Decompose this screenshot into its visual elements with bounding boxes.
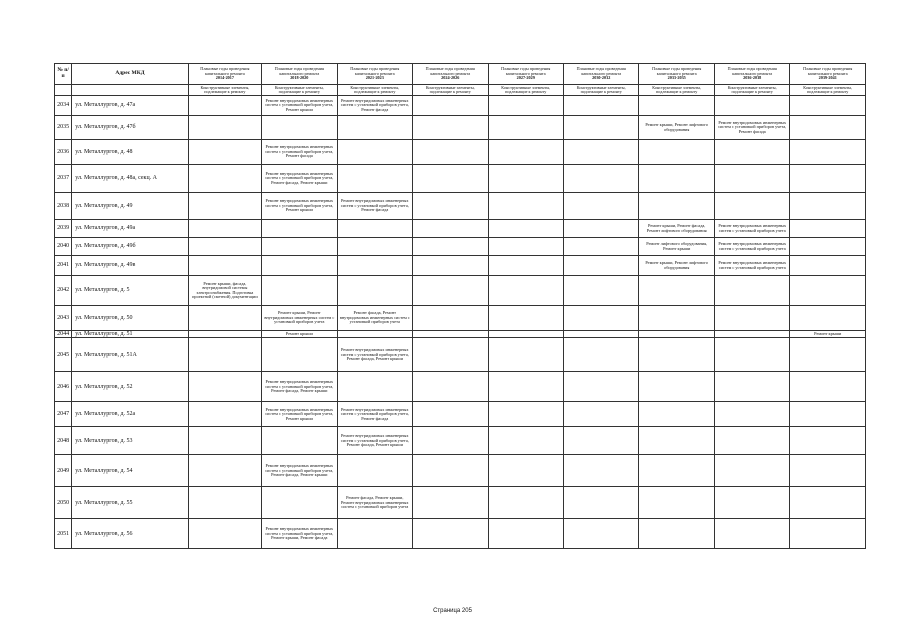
repair-cell bbox=[188, 96, 261, 116]
repair-cell bbox=[188, 306, 261, 331]
repair-cell bbox=[639, 140, 714, 165]
repair-cell bbox=[337, 519, 412, 549]
repair-cell bbox=[188, 487, 261, 519]
repair-cell: Ремонт внутридомовых инженерных систем с установкой приборов учета, Ремонт фасада, Ремонт крыши bbox=[337, 338, 412, 372]
row-address: ул. Металлургов, д. 49б bbox=[72, 238, 188, 256]
repair-cell bbox=[563, 256, 638, 276]
row-number: 2039 bbox=[55, 220, 72, 238]
row-address: ул. Металлургов, д. 52 bbox=[72, 372, 188, 402]
repair-cell bbox=[413, 165, 488, 193]
repair-cell bbox=[714, 165, 789, 193]
repair-cell bbox=[563, 402, 638, 427]
repair-cell bbox=[337, 238, 412, 256]
repair-cell bbox=[714, 96, 789, 116]
repair-cell bbox=[563, 338, 638, 372]
repair-cell bbox=[488, 427, 563, 455]
row-address: ул. Металлургов, д. 5 bbox=[72, 276, 188, 306]
table-row bbox=[55, 96, 866, 116]
repair-cell bbox=[188, 519, 261, 549]
repair-cell bbox=[413, 427, 488, 455]
repair-cell bbox=[488, 96, 563, 116]
table-row bbox=[55, 331, 866, 338]
table-body bbox=[55, 96, 866, 549]
repair-cell bbox=[488, 276, 563, 306]
table-row bbox=[55, 256, 866, 276]
repair-cell bbox=[188, 220, 261, 238]
row-number: 2045 bbox=[55, 338, 72, 372]
repair-cell bbox=[563, 116, 638, 140]
repair-cell bbox=[488, 519, 563, 549]
repair-cell bbox=[262, 238, 337, 256]
repair-cell: Ремонт внутридомовых инженерных систем с установкой приборов учета bbox=[714, 220, 789, 238]
repair-cell bbox=[488, 402, 563, 427]
row-number: 2034 bbox=[55, 96, 72, 116]
row-number: 2042 bbox=[55, 276, 72, 306]
repair-cell bbox=[413, 96, 488, 116]
document-sheet bbox=[54, 63, 866, 549]
repair-cell bbox=[639, 519, 714, 549]
repair-cell bbox=[188, 193, 261, 220]
period-header: Плановые годы проведения капитального ремонта 2039-2041 bbox=[790, 64, 866, 85]
row-number: 2046 bbox=[55, 372, 72, 402]
table-row bbox=[55, 519, 866, 549]
repair-cell bbox=[413, 140, 488, 165]
repair-cell bbox=[262, 220, 337, 238]
repair-cell bbox=[488, 116, 563, 140]
row-number: 2036 bbox=[55, 140, 72, 165]
repair-cell bbox=[563, 165, 638, 193]
row-address: ул. Металлургов, д. 51 bbox=[72, 331, 188, 338]
subheader-cell: Конструктивные элементы, подлежащие к ремонту bbox=[413, 85, 488, 96]
subheader-cell: Конструктивные элементы, подлежащие к ремонту bbox=[639, 85, 714, 96]
repair-cell: Ремонт фасада, Ремонт крыши, Ремонт внутридомовых инженерных систем с установкой приборов учета bbox=[337, 487, 412, 519]
repair-cell bbox=[337, 331, 412, 338]
row-number: 2041 bbox=[55, 256, 72, 276]
repair-cell bbox=[790, 427, 866, 455]
repair-cell bbox=[262, 487, 337, 519]
repair-cell: Ремонт внутридомовых инженерных систем с установкой приборов учета, Ремонт крыши bbox=[262, 96, 337, 116]
repair-cell bbox=[337, 165, 412, 193]
repair-cell bbox=[188, 331, 261, 338]
repair-cell bbox=[639, 427, 714, 455]
repair-cell bbox=[790, 372, 866, 402]
repair-cell: Ремонт внутридомовых инженерных систем с установкой приборов учета, Ремонт крыши bbox=[262, 193, 337, 220]
period-header: Плановые годы проведения капитального ремонта 2024-2026 bbox=[413, 64, 488, 85]
repair-cell: Ремонт внутридомовых инженерных систем с установкой приборов учета, Ремонт фасада bbox=[714, 116, 789, 140]
repair-cell bbox=[337, 455, 412, 487]
table-row bbox=[55, 402, 866, 427]
repair-cell bbox=[563, 220, 638, 238]
table-row bbox=[55, 276, 866, 306]
repair-cell: Ремонт крыши, фасада, внутридомовой системы электроснабжения. Подготовка проектной (сметной) документации bbox=[188, 276, 261, 306]
repair-cell bbox=[413, 256, 488, 276]
row-number: 2044 bbox=[55, 331, 72, 338]
repair-cell bbox=[563, 427, 638, 455]
repair-cell bbox=[488, 338, 563, 372]
row-address: ул. Металлургов, д. 48 bbox=[72, 140, 188, 165]
repair-cell bbox=[639, 455, 714, 487]
subheader-row bbox=[55, 85, 866, 96]
address-column-header: Адрес МКД bbox=[72, 64, 188, 85]
repair-cell: Ремонт внутридомовых инженерных систем с установкой приборов учета, Ремонт фасада bbox=[337, 96, 412, 116]
row-number: 2047 bbox=[55, 402, 72, 427]
repair-cell: Ремонт внутридомовых инженерных систем с установкой приборов учета, Ремонт крыши, Ремонт фасада bbox=[262, 519, 337, 549]
repair-cell bbox=[413, 193, 488, 220]
table-row bbox=[55, 427, 866, 455]
repair-cell bbox=[790, 96, 866, 116]
repair-cell bbox=[639, 338, 714, 372]
repair-cell: Ремонт крыши bbox=[790, 331, 866, 338]
repair-cell bbox=[413, 487, 488, 519]
repair-cell bbox=[188, 165, 261, 193]
repair-cell bbox=[413, 220, 488, 238]
repair-cell bbox=[413, 116, 488, 140]
row-number: 2048 bbox=[55, 427, 72, 455]
repair-cell bbox=[488, 256, 563, 276]
repair-cell bbox=[790, 487, 866, 519]
row-address: ул. Металлургов, д. 49а bbox=[72, 220, 188, 238]
repair-cell bbox=[413, 455, 488, 487]
repair-cell bbox=[262, 116, 337, 140]
table-row bbox=[55, 193, 866, 220]
repair-cell bbox=[188, 256, 261, 276]
repair-cell bbox=[563, 331, 638, 338]
table-row bbox=[55, 220, 866, 238]
repair-cell bbox=[488, 193, 563, 220]
repair-cell bbox=[563, 519, 638, 549]
repair-cell bbox=[639, 165, 714, 193]
repair-cell bbox=[790, 276, 866, 306]
repair-cell bbox=[639, 276, 714, 306]
repair-cell bbox=[413, 519, 488, 549]
repair-cell bbox=[714, 140, 789, 165]
repair-cell bbox=[488, 165, 563, 193]
repair-cell: Ремонт крыши, Ремонт внутридомовых инженерных систем с установкой приборов учета bbox=[262, 306, 337, 331]
repair-cell bbox=[639, 372, 714, 402]
repair-cell bbox=[262, 276, 337, 306]
repair-cell bbox=[790, 165, 866, 193]
repair-cell bbox=[413, 306, 488, 331]
repair-cell bbox=[714, 487, 789, 519]
repair-cell: Ремонт лифтового оборудования, Ремонт крыши bbox=[639, 238, 714, 256]
repair-cell bbox=[563, 96, 638, 116]
repair-cell bbox=[337, 140, 412, 165]
repair-cell bbox=[790, 256, 866, 276]
row-number: 2050 bbox=[55, 487, 72, 519]
subheader-cell: Конструктивные элементы, подлежащие к ремонту bbox=[262, 85, 337, 96]
repair-cell: Ремонт крыши, Ремонт лифтового оборудования bbox=[639, 256, 714, 276]
repair-cell bbox=[413, 331, 488, 338]
subheader-cell: Конструктивные элементы, подлежащие к ремонту bbox=[563, 85, 638, 96]
repair-cell bbox=[563, 306, 638, 331]
subheader-cell: Конструктивные элементы, подлежащие к ремонту bbox=[714, 85, 789, 96]
period-header: Плановые годы проведения капитального ремонта 2030-2032 bbox=[563, 64, 638, 85]
table-row bbox=[55, 116, 866, 140]
num-column-header: № п/п bbox=[55, 64, 72, 85]
repair-cell: Ремонт внутридомовых инженерных систем с установкой приборов учета, Ремонт фасада bbox=[337, 193, 412, 220]
repair-cell bbox=[790, 116, 866, 140]
row-address: ул. Металлургов, д. 47б bbox=[72, 116, 188, 140]
repair-cell bbox=[488, 306, 563, 331]
repair-cell bbox=[188, 372, 261, 402]
repair-cell: Ремонт внутридомовых инженерных систем с установкой приборов учета, Ремонт фасада, Ремонт крыши bbox=[262, 372, 337, 402]
repair-cell: Ремонт внутридомовых инженерных систем с установкой приборов учета, Ремонт фасада, Ремонт крыши bbox=[262, 165, 337, 193]
repair-cell bbox=[563, 276, 638, 306]
repair-cell bbox=[188, 338, 261, 372]
repair-cell bbox=[563, 193, 638, 220]
repair-cell bbox=[488, 455, 563, 487]
repair-cell bbox=[790, 220, 866, 238]
repair-cell bbox=[488, 487, 563, 519]
repair-schedule-table bbox=[54, 63, 866, 549]
repair-cell bbox=[413, 402, 488, 427]
row-address: ул. Металлургов, д. 49в bbox=[72, 256, 188, 276]
repair-cell bbox=[413, 338, 488, 372]
repair-cell: Ремонт внутридомовых инженерных систем с установкой приборов учета, Ремонт фасада bbox=[337, 402, 412, 427]
repair-cell bbox=[337, 276, 412, 306]
table-row bbox=[55, 165, 866, 193]
repair-cell bbox=[714, 455, 789, 487]
row-address: ул. Металлургов, д. 55 bbox=[72, 487, 188, 519]
subheader-empty bbox=[72, 85, 188, 96]
repair-cell bbox=[262, 256, 337, 276]
repair-cell bbox=[563, 140, 638, 165]
repair-cell bbox=[488, 220, 563, 238]
repair-cell bbox=[337, 256, 412, 276]
row-address: ул. Металлургов, д. 51А bbox=[72, 338, 188, 372]
repair-cell bbox=[714, 402, 789, 427]
period-header: Плановые годы проведения капитального ремонта 2021-2023 bbox=[337, 64, 412, 85]
row-address: ул. Металлургов, д. 47а bbox=[72, 96, 188, 116]
repair-cell bbox=[714, 276, 789, 306]
row-number: 2051 bbox=[55, 519, 72, 549]
repair-cell: Ремонт крыши, Ремонт лифтового оборудования bbox=[639, 116, 714, 140]
repair-cell bbox=[488, 331, 563, 338]
row-address: ул. Металлургов, д. 54 bbox=[72, 455, 188, 487]
repair-cell bbox=[714, 331, 789, 338]
repair-cell bbox=[714, 427, 789, 455]
repair-cell bbox=[790, 402, 866, 427]
repair-cell: Ремонт крыши, Ремонт фасада, Ремонт лифтового оборудования bbox=[639, 220, 714, 238]
repair-cell bbox=[639, 487, 714, 519]
repair-cell bbox=[714, 306, 789, 331]
repair-cell bbox=[188, 455, 261, 487]
repair-cell bbox=[262, 338, 337, 372]
repair-cell bbox=[188, 238, 261, 256]
row-number: 2035 bbox=[55, 116, 72, 140]
table-row bbox=[55, 455, 866, 487]
row-address: ул. Металлургов, д. 56 bbox=[72, 519, 188, 549]
repair-cell bbox=[790, 455, 866, 487]
repair-cell bbox=[790, 238, 866, 256]
repair-cell bbox=[790, 193, 866, 220]
period-header: Плановые годы проведения капитального ремонта 2036-2038 bbox=[714, 64, 789, 85]
repair-cell bbox=[639, 402, 714, 427]
repair-cell: Ремонт внутридомовых инженерных систем с установкой приборов учета bbox=[714, 256, 789, 276]
repair-cell bbox=[790, 306, 866, 331]
repair-cell bbox=[790, 338, 866, 372]
row-number: 2038 bbox=[55, 193, 72, 220]
repair-cell bbox=[488, 372, 563, 402]
repair-cell: Ремонт фасада, Ремонт внутридомовых инженерных систем с установкой приборов учета bbox=[337, 306, 412, 331]
table-row bbox=[55, 140, 866, 165]
repair-cell bbox=[413, 276, 488, 306]
row-number: 2040 bbox=[55, 238, 72, 256]
repair-cell: Ремонт внутридомовых инженерных систем с установкой приборов учета bbox=[714, 238, 789, 256]
repair-cell bbox=[639, 331, 714, 338]
repair-cell bbox=[639, 193, 714, 220]
row-address: ул. Металлургов, д. 53 bbox=[72, 427, 188, 455]
row-number: 2043 bbox=[55, 306, 72, 331]
repair-cell: Ремонт внутридомовых инженерных систем с установкой приборов учета, Ремонт фасада, Ремонт крыши bbox=[337, 427, 412, 455]
repair-cell bbox=[188, 427, 261, 455]
repair-cell: Ремонт крыши bbox=[262, 331, 337, 338]
repair-cell bbox=[790, 140, 866, 165]
subheader-empty bbox=[55, 85, 72, 96]
repair-cell bbox=[413, 372, 488, 402]
repair-cell bbox=[337, 116, 412, 140]
repair-cell bbox=[639, 306, 714, 331]
repair-cell bbox=[563, 238, 638, 256]
table-row bbox=[55, 238, 866, 256]
row-address: ул. Металлургов, д. 48а, секц. А bbox=[72, 165, 188, 193]
repair-cell: Ремонт внутридомовых инженерных систем с установкой приборов учета, Ремонт крыши bbox=[262, 402, 337, 427]
subheader-cell: Конструктивные элементы, подлежащие к ремонту bbox=[337, 85, 412, 96]
repair-cell: Ремонт внутридомовых инженерных систем с установкой приборов учета, Ремонт фасада bbox=[262, 140, 337, 165]
table-row bbox=[55, 487, 866, 519]
repair-cell bbox=[714, 519, 789, 549]
repair-cell bbox=[714, 193, 789, 220]
repair-cell bbox=[188, 116, 261, 140]
repair-cell bbox=[563, 487, 638, 519]
repair-cell bbox=[714, 372, 789, 402]
period-header: Плановые годы проведения капитального ремонта 2018-2020 bbox=[262, 64, 337, 85]
row-address: ул. Металлургов, д. 50 bbox=[72, 306, 188, 331]
subheader-cell: Конструктивные элементы, подлежащие к ремонту bbox=[488, 85, 563, 96]
repair-cell bbox=[639, 96, 714, 116]
repair-cell bbox=[790, 519, 866, 549]
repair-cell: Ремонт внутридомовых инженерных систем с установкой приборов учета, Ремонт фасада, Ремонт крыши bbox=[262, 455, 337, 487]
repair-cell bbox=[188, 140, 261, 165]
repair-cell bbox=[337, 372, 412, 402]
page-number: Страница 205 bbox=[433, 608, 472, 614]
header-row bbox=[55, 64, 866, 85]
table-row bbox=[55, 338, 866, 372]
period-header: Плановые годы проведения капитального ремонта 2014-2017 bbox=[188, 64, 261, 85]
repair-cell bbox=[714, 338, 789, 372]
repair-cell bbox=[188, 402, 261, 427]
period-header: Плановые годы проведения капитального ремонта 2027-2029 bbox=[488, 64, 563, 85]
table-row bbox=[55, 306, 866, 331]
period-header: Плановые годы проведения капитального ремонта 2033-2035 bbox=[639, 64, 714, 85]
repair-cell bbox=[262, 427, 337, 455]
subheader-cell: Конструктивные элементы, подлежащие к ремонту bbox=[188, 85, 261, 96]
row-number: 2049 bbox=[55, 455, 72, 487]
row-address: ул. Металлургов, д. 49 bbox=[72, 193, 188, 220]
repair-cell bbox=[337, 220, 412, 238]
repair-cell bbox=[413, 238, 488, 256]
table-row bbox=[55, 372, 866, 402]
repair-cell bbox=[488, 238, 563, 256]
repair-cell bbox=[488, 140, 563, 165]
repair-cell bbox=[563, 455, 638, 487]
row-number: 2037 bbox=[55, 165, 72, 193]
row-address: ул. Металлургов, д. 52а bbox=[72, 402, 188, 427]
repair-cell bbox=[563, 372, 638, 402]
subheader-cell: Конструктивные элементы, подлежащие к ремонту bbox=[790, 85, 866, 96]
